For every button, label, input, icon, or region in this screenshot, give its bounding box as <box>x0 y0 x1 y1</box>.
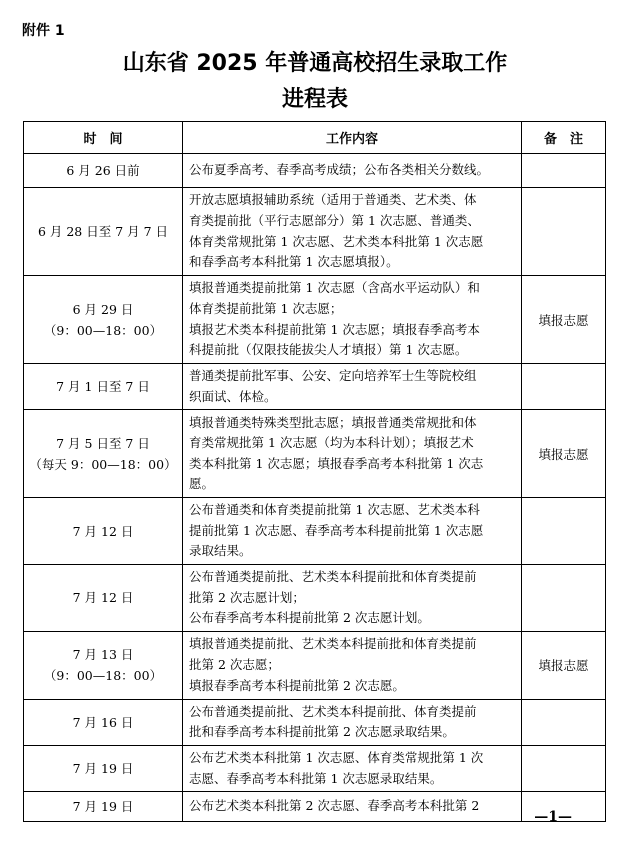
table-row <box>24 498 606 565</box>
time-text: 7 月 12 日 <box>72 523 134 539</box>
cell-content <box>183 631 522 699</box>
content-text: 公布普通类提前批、艺术类本科提前批、体育类提前 <box>189 703 477 719</box>
content-text: 填报艺术类本科提前批第 1 次志愿；填报春季高考本 <box>189 321 480 337</box>
content-text: 织面试、体检。 <box>189 388 277 404</box>
cell-time <box>24 792 183 822</box>
table-row <box>24 154 606 188</box>
document-title-line2: 进程表 <box>281 87 348 112</box>
time-text: 6 月 26 日前 <box>66 163 140 178</box>
table-header-row <box>24 122 606 154</box>
time-text: 7 月 19 日 <box>72 799 134 815</box>
cell-note <box>522 564 606 631</box>
content-text: 公布艺术类本科批第 1 次志愿、体育类常规批第 1 次 <box>189 749 484 765</box>
cell-note <box>522 154 606 188</box>
content-text: 公布夏季高考、春季高考成绩；公布各类相关分数线。 <box>189 162 490 178</box>
cell-time <box>24 154 183 188</box>
table-row <box>24 410 606 498</box>
content-text: 填报普通类提前批、艺术类本科提前批和体育类提前 <box>189 636 477 652</box>
table-row <box>24 188 606 276</box>
cell-content <box>183 364 522 410</box>
time-text: 7 月 19 日 <box>72 761 134 777</box>
cell-content <box>183 188 522 276</box>
time-text: （9：00—18：00） <box>43 322 163 338</box>
content-text: 录取结果。 <box>189 543 252 559</box>
table-row <box>24 564 606 631</box>
content-text: 育类常规批第 1 次志愿（均为本科计划）；填报艺术 <box>189 435 474 451</box>
document-title-line1: 山东省 2025 年普通高校招生录取工作 <box>122 51 508 76</box>
cell-note <box>522 699 606 745</box>
cell-time <box>24 188 183 276</box>
content-text: 批和春季高考本科提前批第 2 次志愿录取结果。 <box>189 724 455 740</box>
content-text: 育类提前批（平行志愿部分）第 1 次志愿、普通类、 <box>189 212 480 228</box>
cell-content <box>183 410 522 498</box>
cell-time <box>24 498 183 565</box>
table-row <box>24 745 606 791</box>
content-text: 填报普通类提前批第 1 次志愿（含高水平运动队）和 <box>189 280 480 296</box>
content-text: 科提前批（仅限技能拔尖人才填报）第 1 次志愿。 <box>189 342 468 358</box>
cell-content <box>183 699 522 745</box>
content-text: 公布春季高考本科提前批第 2 次志愿计划。 <box>189 610 430 626</box>
content-text: 填报普通类特殊类型批志愿；填报普通类常规批和体 <box>189 414 477 430</box>
cell-time <box>24 631 183 699</box>
time-text: 7 月 1 日至 7 日 <box>56 379 150 395</box>
cell-time <box>24 745 183 791</box>
table-row <box>24 364 606 410</box>
attachment-label: 附件 1 <box>22 23 65 39</box>
content-text: 志愿、春季高考本科批第 1 次志愿录取结果。 <box>189 770 443 786</box>
table-body <box>24 154 606 822</box>
cell-time <box>24 364 183 410</box>
cell-note <box>522 498 606 565</box>
schedule-table <box>23 121 606 822</box>
content-text: 公布普通类提前批、艺术类本科提前批和体育类提前 <box>189 568 477 584</box>
table-row <box>24 276 606 364</box>
cell-note: 填报志愿 <box>522 631 606 699</box>
table-row <box>24 792 606 822</box>
table-row <box>24 699 606 745</box>
cell-content <box>183 792 522 822</box>
content-text: 提前批第 1 次志愿、春季高考本科提前批第 1 次志愿 <box>189 522 484 538</box>
header-note: 备 注 <box>522 122 606 154</box>
cell-time <box>24 564 183 631</box>
content-text: 普通类提前批军事、公安、定向培养军士生等院校组 <box>189 368 477 383</box>
time-text: 7 月 5 日至 7 日 <box>56 435 150 451</box>
table-row <box>24 631 606 699</box>
content-text: 批第 2 次志愿； <box>189 656 280 672</box>
cell-content <box>183 276 522 364</box>
cell-time <box>24 276 183 364</box>
cell-time <box>24 699 183 745</box>
content-text: 体育类常规批第 1 次志愿、艺术类本科批第 1 次志愿 <box>189 233 484 249</box>
content-text: 愿。 <box>189 476 215 492</box>
content-text: 填报春季高考本科提前批第 2 次志愿。 <box>189 677 405 693</box>
time-text: （9：00—18：00） <box>43 668 163 684</box>
time-text: （每天 9：00—18：00） <box>29 456 177 472</box>
content-text: 体育类提前批第 1 次志愿； <box>189 300 343 316</box>
cell-note <box>522 745 606 791</box>
time-text: 6 月 29 日 <box>72 301 134 317</box>
header-content: 工作内容 <box>183 122 522 154</box>
cell-content <box>183 564 522 631</box>
cell-note: 填报志愿 <box>522 276 606 364</box>
time-text: 7 月 13 日 <box>72 647 134 663</box>
cell-content <box>183 154 522 188</box>
cell-content <box>183 745 522 791</box>
page-number: —1— <box>534 809 572 825</box>
cell-note <box>522 188 606 276</box>
content-text: 类本科批第 1 次志愿；填报春季高考本科批第 1 次志 <box>189 455 484 471</box>
cell-content <box>183 498 522 565</box>
content-text: 公布普通类和体育类提前批第 1 次志愿、艺术类本科 <box>189 502 480 518</box>
content-text: 公布艺术类本科批第 2 次志愿、春季高考本科批第 2 <box>189 798 480 814</box>
content-text: 和春季高考本科批第 1 次志愿填报）。 <box>189 254 399 270</box>
content-text: 开放志愿填报辅助系统（适用于普通类、艺术类、体 <box>189 192 477 208</box>
cell-note <box>522 364 606 410</box>
time-text: 7 月 12 日 <box>72 590 134 606</box>
time-text: 6 月 28 日至 7 月 7 日 <box>37 224 169 239</box>
content-text: 批第 2 次志愿计划； <box>189 589 305 605</box>
header-time: 时 间 <box>24 122 183 154</box>
cell-time <box>24 410 183 498</box>
time-text: 7 月 16 日 <box>72 714 134 730</box>
cell-note: 填报志愿 <box>522 410 606 498</box>
